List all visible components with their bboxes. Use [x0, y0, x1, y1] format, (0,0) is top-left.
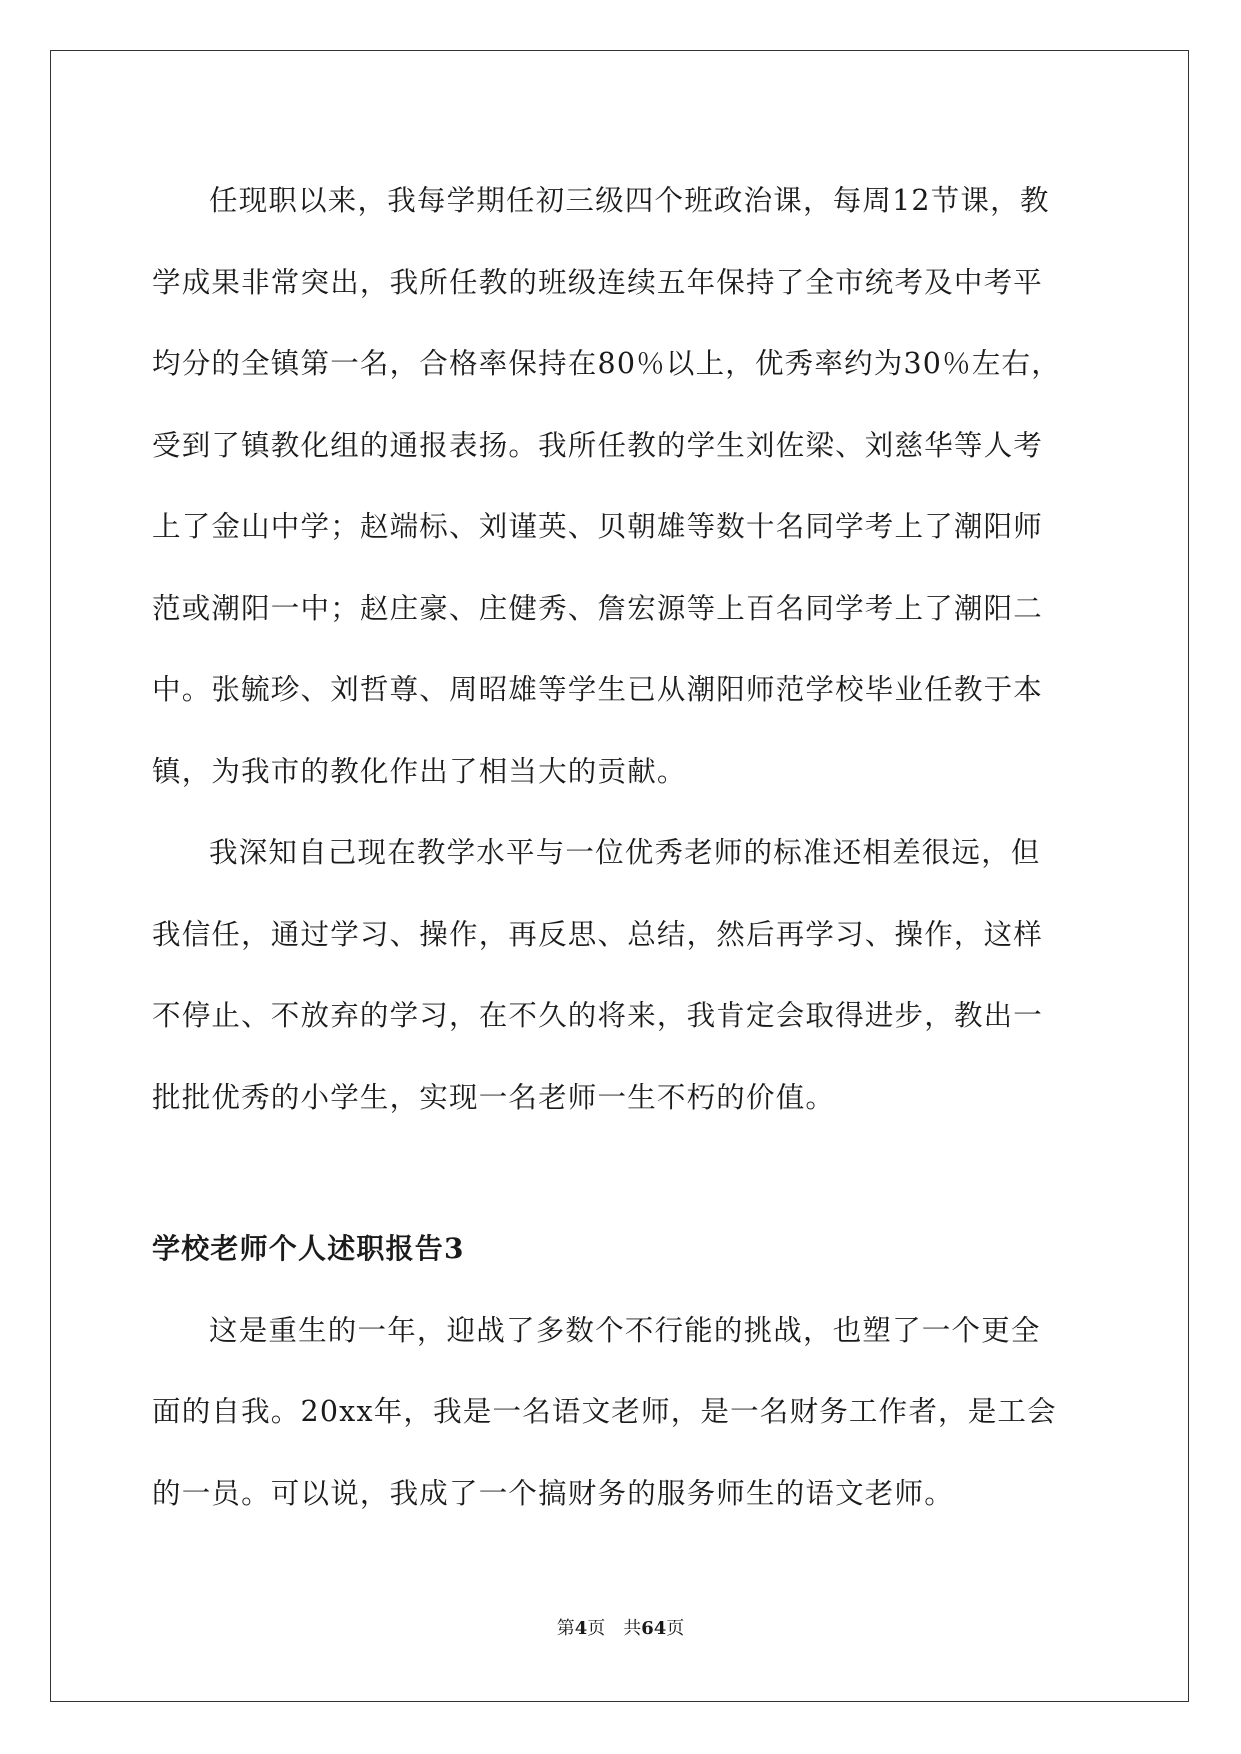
text-line: 上了金山中学；赵端标、刘谨英、贝朝雄等数十名同学考上了潮阳师 [152, 510, 1044, 543]
section-gap [152, 1138, 1084, 1208]
text-line: 学成果非常突出，我所任教的班级连续五年保持了全市统考及中考平 [152, 265, 1044, 299]
text-line: 任现职以来，我每学期任初三级四个班政治课，每周12节课，教 [209, 184, 1050, 217]
text-line: 中。张毓珍、刘哲尊、周昭雄等学生已从潮阳师范学校毕业任教于本 [152, 673, 1044, 706]
text-line: 不停止、不放弃的学习，在不久的将来，我肯定会取得进步，教出一 [152, 999, 1044, 1032]
page-footer [0, 1614, 1241, 1640]
text-line: 批批优秀的小学生，实现一名老师一生不朽的价值。 [152, 1080, 836, 1114]
text-line: 的一员。可以说，我成了一个搞财务的服务师生的语文老师。 [152, 1476, 954, 1510]
text-line: 这是重生的一年，迎战了多数个不行能的挑战，也塑了一个更全 [209, 1313, 1041, 1347]
text-line: 面的自我。20xx年，我是一名语文老师，是一名财务工作者，是工会 [152, 1395, 1057, 1428]
paragraph-year-summary [152, 1290, 1084, 1535]
total-page-count: 64 [641, 1618, 667, 1639]
text-line: 镇，为我市的教化作出了相当大的贡献。 [152, 754, 687, 788]
text-line: 范或潮阳一中；赵庄豪、庄健秀、詹宏源等上百名同学考上了潮阳二 [152, 591, 1044, 625]
text-line: 我信任，通过学习、操作，再反思、总结，然后再学习、操作，这样 [152, 917, 1044, 951]
text-line: 受到了镇教化组的通报表扬。我所任教的学生刘佐梁、刘慈华等人考 [152, 428, 1044, 462]
footer-prefix: 第 [556, 1618, 575, 1639]
section-heading: 学校老师个人述职报告3 [152, 1232, 465, 1265]
document-body [152, 160, 1084, 1534]
paragraph-self-reflection [152, 812, 1084, 1138]
paragraph-achievements [152, 160, 1084, 812]
footer-mid: 页 共 [587, 1618, 642, 1639]
text-line: 我深知自己现在教学水平与一位优秀老师的标准还相差很远，但 [209, 836, 1041, 869]
footer-suffix: 页 [666, 1618, 685, 1639]
text-line: 均分的全镇第一名，合格率保持在80％以上，优秀率约为30％左右， [152, 347, 1061, 380]
current-page-number: 4 [574, 1618, 588, 1639]
